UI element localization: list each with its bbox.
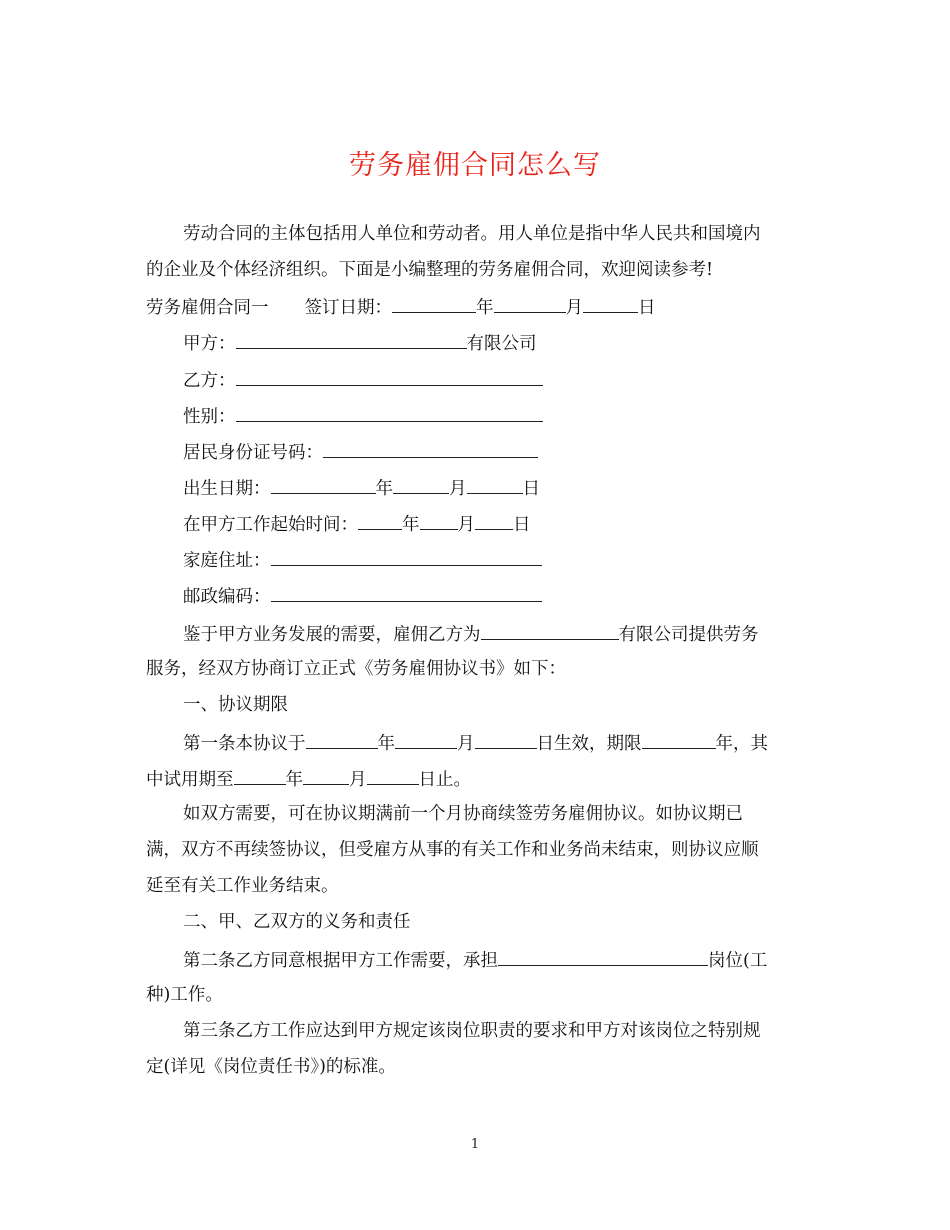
gender-label: 性别：: [183, 407, 236, 427]
id-row: [183, 439, 538, 465]
party-a-row: [183, 330, 537, 356]
contract-heading: 劳务雇佣合同一: [146, 298, 269, 318]
day-char: 日: [513, 515, 531, 535]
birth-label: 出生日期：: [183, 479, 271, 499]
page-number: 1: [470, 1137, 480, 1152]
art1-month-blank[interactable]: [395, 730, 457, 749]
art2-text-a: 第二条乙方同意根据甲方工作需要，承担: [183, 951, 498, 971]
section-2-heading: 二、甲、乙双方的义务和责任: [183, 912, 411, 932]
intro-line-1: 劳动合同的主体包括用人单位和劳动者。用人单位是指中华人民共和国境内: [183, 224, 761, 244]
probation-month-blank[interactable]: [303, 766, 349, 785]
art1-line2-text-b: 日止。: [418, 770, 471, 790]
p1-text-b: 有限公司提供劳务: [618, 625, 759, 645]
art1-year-blank[interactable]: [306, 730, 378, 749]
party-b-row: [183, 367, 543, 393]
paragraph-1-line-1: [183, 621, 759, 647]
postal-row: [183, 583, 542, 609]
company-blank[interactable]: [481, 621, 619, 640]
probation-year-blank[interactable]: [234, 766, 286, 785]
sign-year-blank[interactable]: [392, 294, 476, 313]
party-b-label: 乙方：: [183, 371, 236, 391]
month-char: 月: [457, 515, 475, 535]
id-label: 居民身份证号码：: [183, 443, 323, 463]
gender-row: [183, 403, 543, 429]
postal-blank[interactable]: [271, 583, 542, 602]
start-label: 在甲方工作起始时间：: [183, 515, 358, 535]
month-char: 月: [349, 770, 367, 790]
id-blank[interactable]: [323, 439, 538, 458]
article-1-line-1: [183, 730, 768, 756]
day-char: 日: [522, 479, 540, 499]
month-char: 月: [457, 734, 475, 754]
party-a-blank[interactable]: [236, 330, 467, 349]
sign-month-blank[interactable]: [494, 294, 566, 313]
year-char: 年: [402, 515, 420, 535]
start-month-blank[interactable]: [420, 511, 458, 530]
contract-heading-row: [146, 294, 656, 320]
paragraph-2-line-2: 满，双方不再续签协议，但受雇方从事的有关工作和业务尚未结束，则协议应顺: [146, 840, 759, 860]
day-char: 日: [638, 298, 656, 318]
address-label: 家庭住址：: [183, 551, 271, 571]
art2-text-b: 岗位(工: [708, 951, 768, 971]
birth-day-blank[interactable]: [467, 475, 523, 494]
art1-text-a: 第一条本协议于: [183, 734, 306, 754]
art1-text-b: 日生效，期限: [536, 734, 642, 754]
year-char: 年: [285, 770, 303, 790]
start-year-blank[interactable]: [358, 511, 402, 530]
paragraph-2-line-3: 延至有关工作业务结束。: [146, 876, 339, 896]
probation-day-blank[interactable]: [367, 766, 419, 785]
birth-year-blank[interactable]: [271, 475, 376, 494]
article-1-line-2: [146, 766, 471, 792]
section-1-heading: 一、协议期限: [183, 695, 288, 715]
start-day-blank[interactable]: [475, 511, 513, 530]
p1-text-a: 鉴于甲方业务发展的需要，雇佣乙方为: [183, 625, 481, 645]
party-b-blank[interactable]: [236, 367, 543, 386]
intro-line-2: 的企业及个体经济组织。下面是小编整理的劳务雇佣合同，欢迎阅读参考!: [146, 260, 714, 280]
start-row: [183, 511, 531, 537]
art1-term-blank[interactable]: [642, 730, 716, 749]
sign-day-blank[interactable]: [583, 294, 638, 313]
art1-line2-text-a: 中试用期至: [146, 770, 234, 790]
paragraph-1-line-2: 服务，经双方协商订立正式《劳务雇佣协议书》如下：: [146, 659, 566, 679]
article-2-line-1: [183, 947, 767, 973]
paragraph-2-line-1: 如双方需要，可在协议期满前一个月协商续签劳务雇佣协议。如协议期已: [183, 804, 743, 824]
postal-label: 邮政编码：: [183, 587, 271, 607]
article-3-line-1: 第三条乙方工作应达到甲方规定该岗位职责的要求和甲方对该岗位之特别规: [183, 1021, 761, 1041]
birth-row: [183, 475, 540, 501]
position-blank[interactable]: [498, 947, 708, 966]
birth-month-blank[interactable]: [393, 475, 449, 494]
party-a-label: 甲方：: [183, 334, 236, 354]
article-2-line-2: 种)工作。: [146, 985, 223, 1005]
sign-date-label: 签订日期：: [304, 298, 392, 318]
gender-blank[interactable]: [236, 403, 543, 422]
month-char: 月: [565, 298, 583, 318]
address-row: [183, 547, 542, 573]
year-char: 年: [375, 479, 393, 499]
art1-day-blank[interactable]: [475, 730, 537, 749]
party-a-suffix: 有限公司: [466, 334, 537, 354]
year-char: 年: [476, 298, 494, 318]
article-3-line-2: 定(详见《岗位责任书》)的标准。: [146, 1057, 396, 1077]
month-char: 月: [449, 479, 467, 499]
address-blank[interactable]: [271, 547, 542, 566]
art1-text-c: 年，其: [715, 734, 768, 754]
document-title: 劳务雇佣合同怎么写: [349, 150, 601, 181]
year-char: 年: [377, 734, 395, 754]
